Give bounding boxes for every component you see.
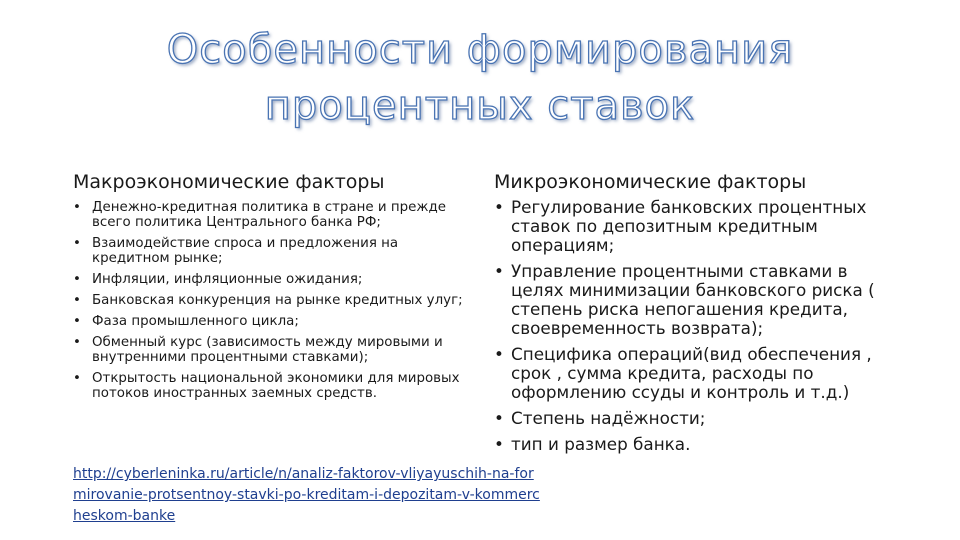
macro-factor-item: • Открытость национальной экономики для мировых потоков иностранных заемных средств. (73, 371, 473, 401)
macro-factor-item: • Банковская конкуренция на рынке кредитных улуг; (73, 293, 473, 308)
macro-factors-heading: Макроэкономические факторы (73, 171, 385, 193)
micro-factor-item: • Регулирование банковских процентных ставок по депозитным кредитным операциям; (494, 198, 894, 255)
micro-factors-list (494, 198, 894, 461)
macro-factor-item: • Инфляции, инфляционные ожидания; (73, 272, 473, 287)
micro-factor-item: • тип и размер банка. (494, 435, 894, 454)
micro-factor-item: • Специфика операций(вид обеспечения , срок , сумма кредита, расходы по оформлению ссуды и контроль и т.д.) (494, 345, 894, 402)
macro-factor-item: • Обменный курс (зависимость между мировыми и внутренними процентными ставками); (73, 335, 473, 365)
source-link[interactable]: http://cyberleninka.ru/article/n/analiz-faktorov-vliyayuschih-na-formirovanie-protsentnoy-stavki-po-kreditam-i-depozitam-v-kommercheskom-banke (73, 466, 540, 524)
micro-factor-item: • Управление процентными ставками в целях минимизации банковского риска ( степень риска непогашения кредита, своевременность возврата); (494, 262, 894, 338)
macro-factor-item: • Фаза промышленного цикла; (73, 314, 473, 329)
macro-factor-item: • Денежно-кредитная политика в стране и прежде всего политика Центрального банка РФ; (73, 200, 473, 230)
macro-factors-list (73, 200, 473, 407)
slide-title (0, 22, 960, 134)
micro-factor-item: • Степень надёжности; (494, 409, 894, 428)
slide-title-line-1: Особенности формирования (166, 27, 794, 73)
slide-title-line-2: процентных ставок (264, 83, 696, 129)
micro-factors-heading: Микроэкономические факторы (494, 171, 807, 193)
macro-factor-item: • Взаимодействие спроса и предложения на кредитном рынке; (73, 236, 473, 266)
